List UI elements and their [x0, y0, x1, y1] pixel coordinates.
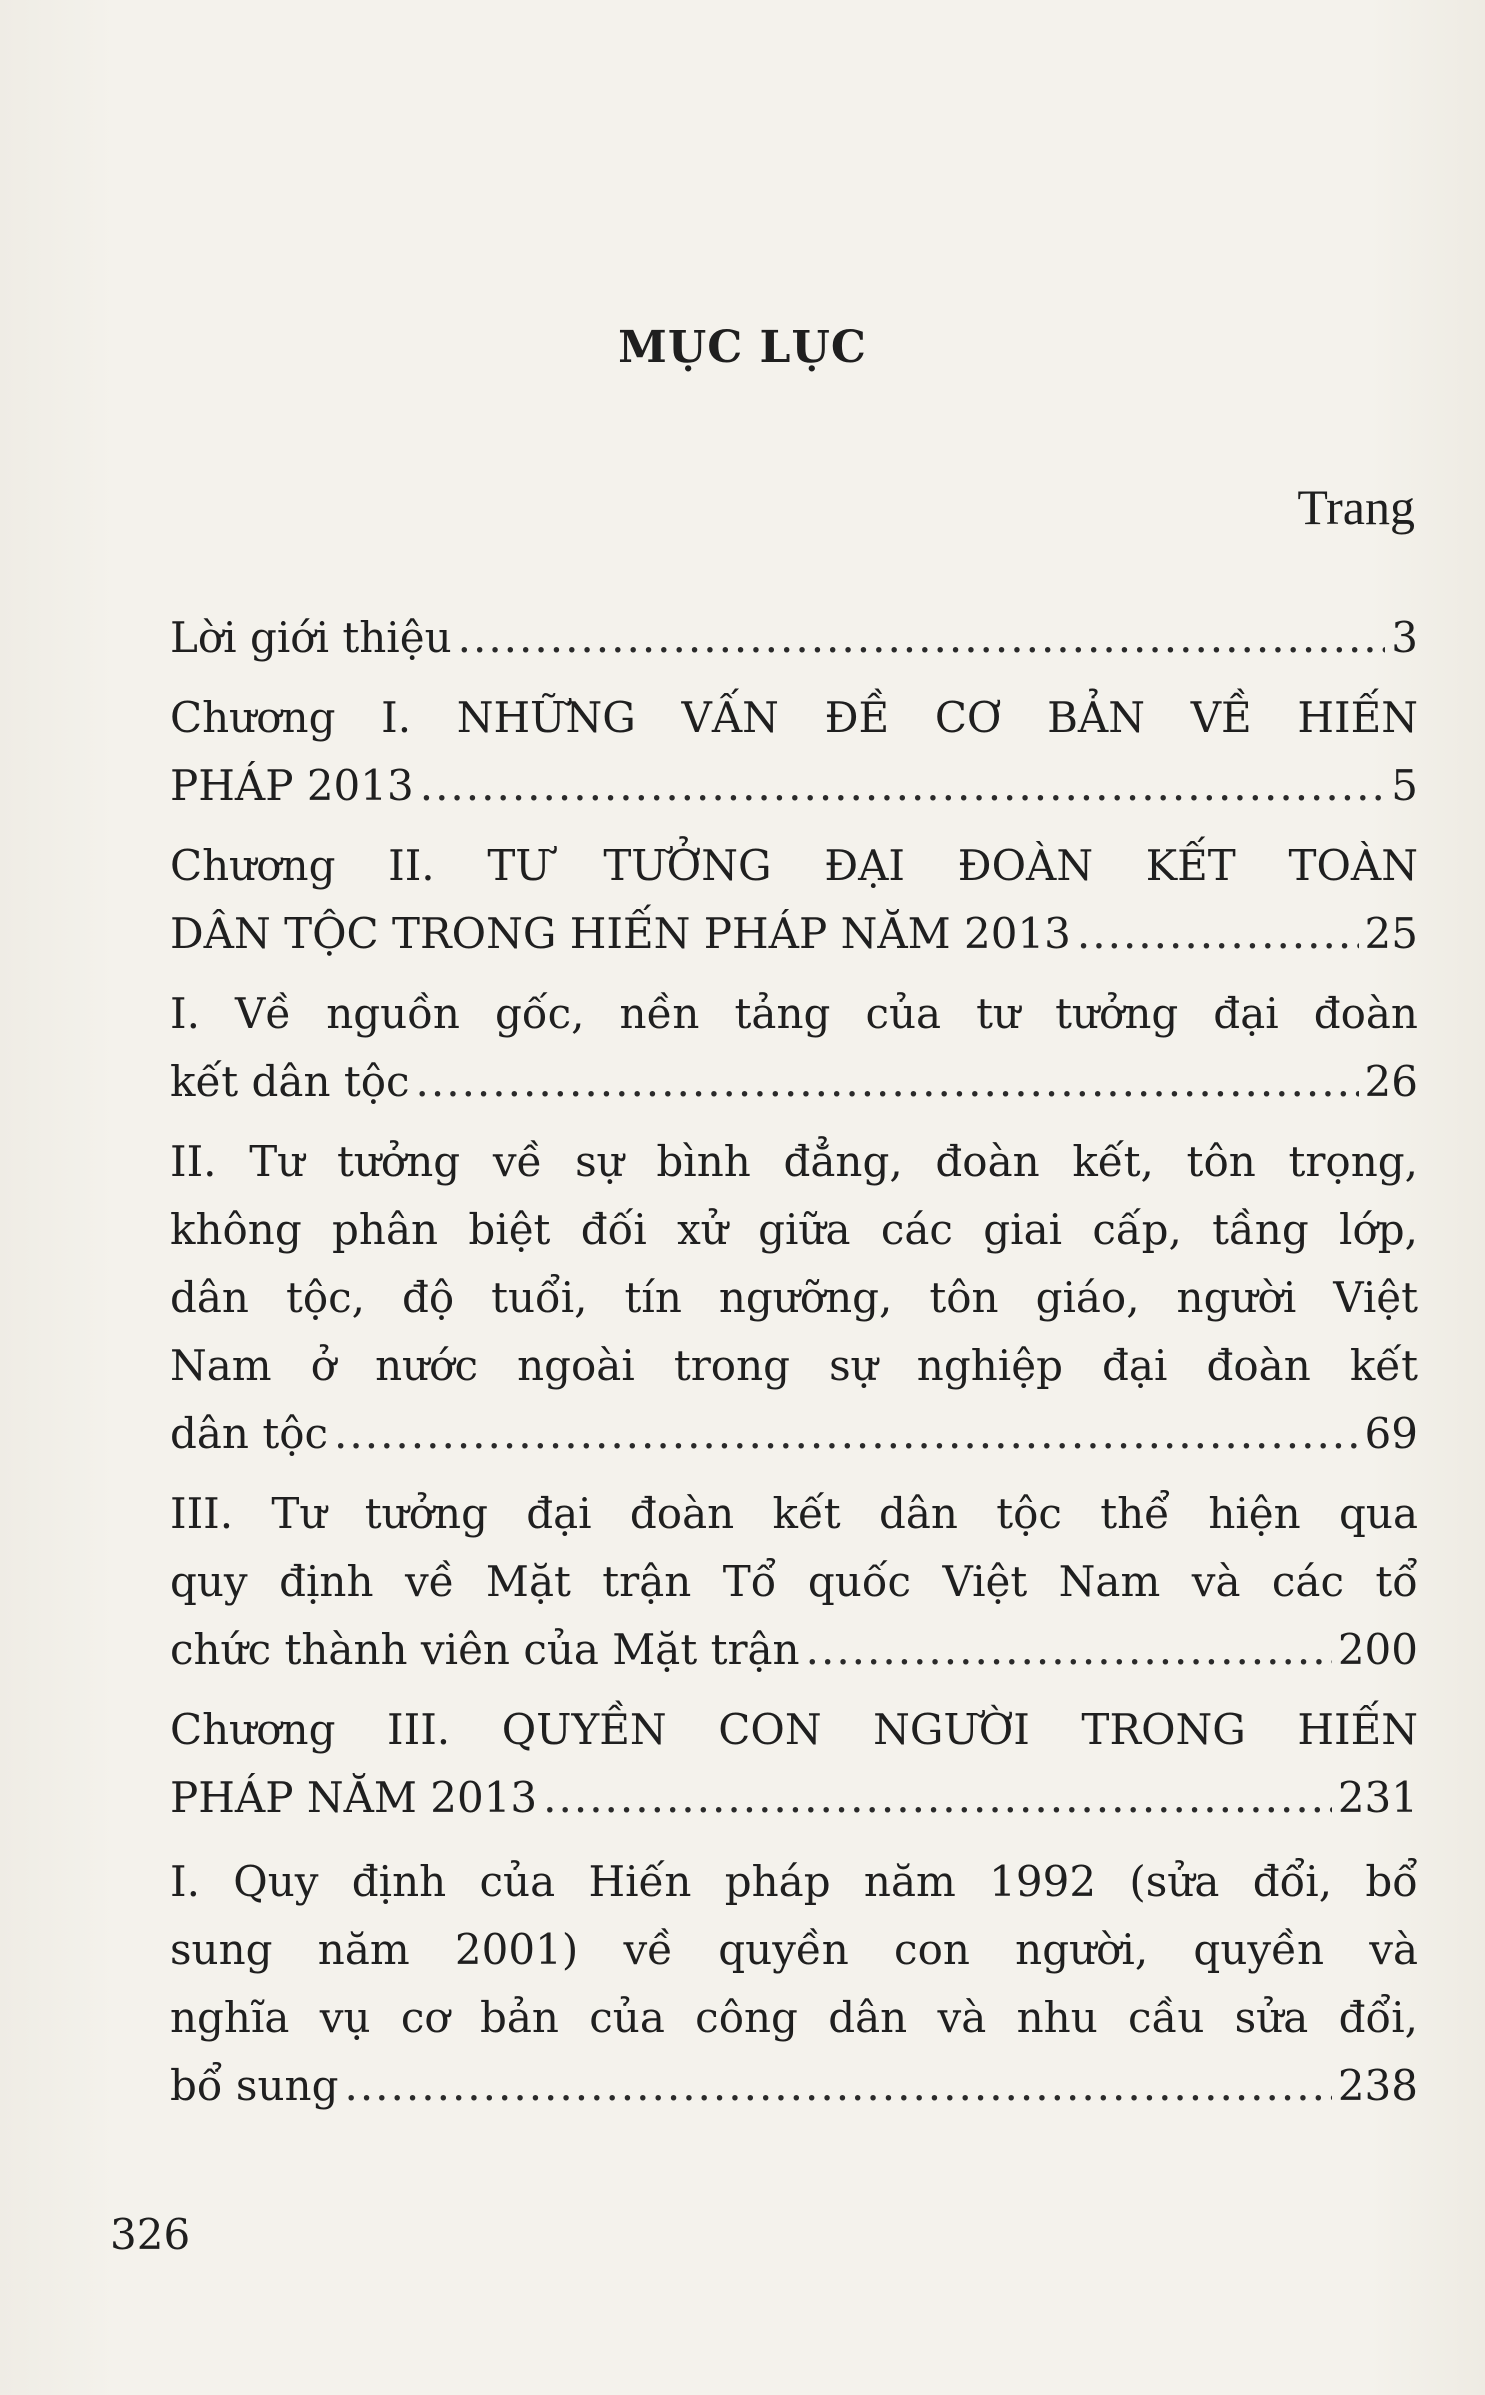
- dot-leader: [1077, 900, 1359, 968]
- toc-entry-page: 5: [1391, 761, 1418, 810]
- page-title: MỤC LỤC: [618, 322, 867, 373]
- toc-entry: [170, 1128, 1418, 1468]
- toc-entry-title: Lời giới thiệu: [170, 613, 452, 662]
- toc-entry-title: DÂN TỘC TRONG HIẾN PHÁP NĂM 2013: [170, 909, 1071, 958]
- toc-entry: [170, 684, 1418, 820]
- toc-entry: [170, 1848, 1418, 2120]
- dot-leader: [806, 1616, 1332, 1684]
- toc-entry-line: dân tộc, độ tuổi, tín ngưỡng, tôn giáo, người Việt: [170, 1273, 1418, 1322]
- toc-entry-title: PHÁP 2013: [170, 761, 414, 810]
- toc-entry-last-line: [170, 1616, 1418, 1684]
- dot-leader: [344, 2052, 1331, 2120]
- dot-leader: [416, 1048, 1359, 1116]
- toc-entry-page: 25: [1364, 909, 1418, 958]
- toc-entry-title: bổ sung: [170, 2061, 339, 2110]
- toc-entry-line: I. Quy định của Hiến pháp năm 1992 (sửa đổi, bổ: [170, 1857, 1418, 1906]
- toc-entry-line: III. Tư tưởng đại đoàn kết dân tộc thể hiện qua: [170, 1489, 1418, 1538]
- toc-entry: [170, 604, 1418, 672]
- toc-entry-line: II. Tư tưởng về sự bình đẳng, đoàn kết, tôn trọng,: [170, 1137, 1418, 1186]
- toc-entry-last-line: [170, 752, 1418, 820]
- toc-entry-page: 26: [1364, 1057, 1418, 1106]
- toc-entry: [170, 980, 1418, 1116]
- toc-entry-last-line: [170, 1048, 1418, 1116]
- toc-entry: [170, 832, 1418, 968]
- page-column-label: Trang: [1297, 479, 1415, 535]
- toc-entry-line: Chương III. QUYỀN CON NGƯỜI TRONG HIẾN: [170, 1705, 1418, 1754]
- toc-entry-last-line: [170, 2052, 1418, 2120]
- toc-entry-last-line: [170, 604, 1418, 672]
- dot-leader: [334, 1400, 1359, 1468]
- toc-entry-title: dân tộc: [170, 1409, 329, 1458]
- dot-leader: [543, 1764, 1332, 1832]
- dot-leader: [420, 752, 1386, 820]
- toc-entry-line: sung năm 2001) về quyền con người, quyền và: [170, 1925, 1418, 1974]
- toc-entry-page: 69: [1364, 1409, 1418, 1458]
- toc-entry-last-line: [170, 1400, 1418, 1468]
- toc-entry-line: không phân biệt đối xử giữa các giai cấp, tầng lớp,: [170, 1205, 1418, 1254]
- toc-entry-last-line: [170, 1764, 1418, 1832]
- toc-entry-line: quy định về Mặt trận Tổ quốc Việt Nam và các tổ: [170, 1557, 1418, 1606]
- toc-entry-line: nghĩa vụ cơ bản của công dân và nhu cầu sửa đổi,: [170, 1993, 1418, 2042]
- toc-entry-title: chức thành viên của Mặt trận: [170, 1625, 800, 1674]
- toc-entry-line: Chương I. NHỮNG VẤN ĐỀ CƠ BẢN VỀ HIẾN: [170, 693, 1418, 742]
- toc-entry-title: PHÁP NĂM 2013: [170, 1773, 538, 1822]
- toc-entry-line: Chương II. TƯ TƯỞNG ĐẠI ĐOÀN KẾT TOÀN: [170, 841, 1418, 890]
- toc-entry: [170, 1480, 1418, 1684]
- toc-entry-title: kết dân tộc: [170, 1057, 410, 1106]
- page-number: 326: [110, 2210, 191, 2259]
- toc-entry-last-line: [170, 900, 1418, 968]
- toc-entry-page: 3: [1391, 613, 1418, 662]
- toc-entry: [170, 1696, 1418, 1832]
- table-of-contents: [170, 604, 1418, 2132]
- toc-entry-page: 231: [1337, 1773, 1418, 1822]
- toc-entry-line: I. Về nguồn gốc, nền tảng của tư tưởng đại đoàn: [170, 989, 1418, 1038]
- toc-entry-line: Nam ở nước ngoài trong sự nghiệp đại đoàn kết: [170, 1341, 1418, 1390]
- dot-leader: [458, 604, 1386, 672]
- toc-entry-page: 200: [1337, 1625, 1418, 1674]
- toc-entry-page: 238: [1337, 2061, 1418, 2110]
